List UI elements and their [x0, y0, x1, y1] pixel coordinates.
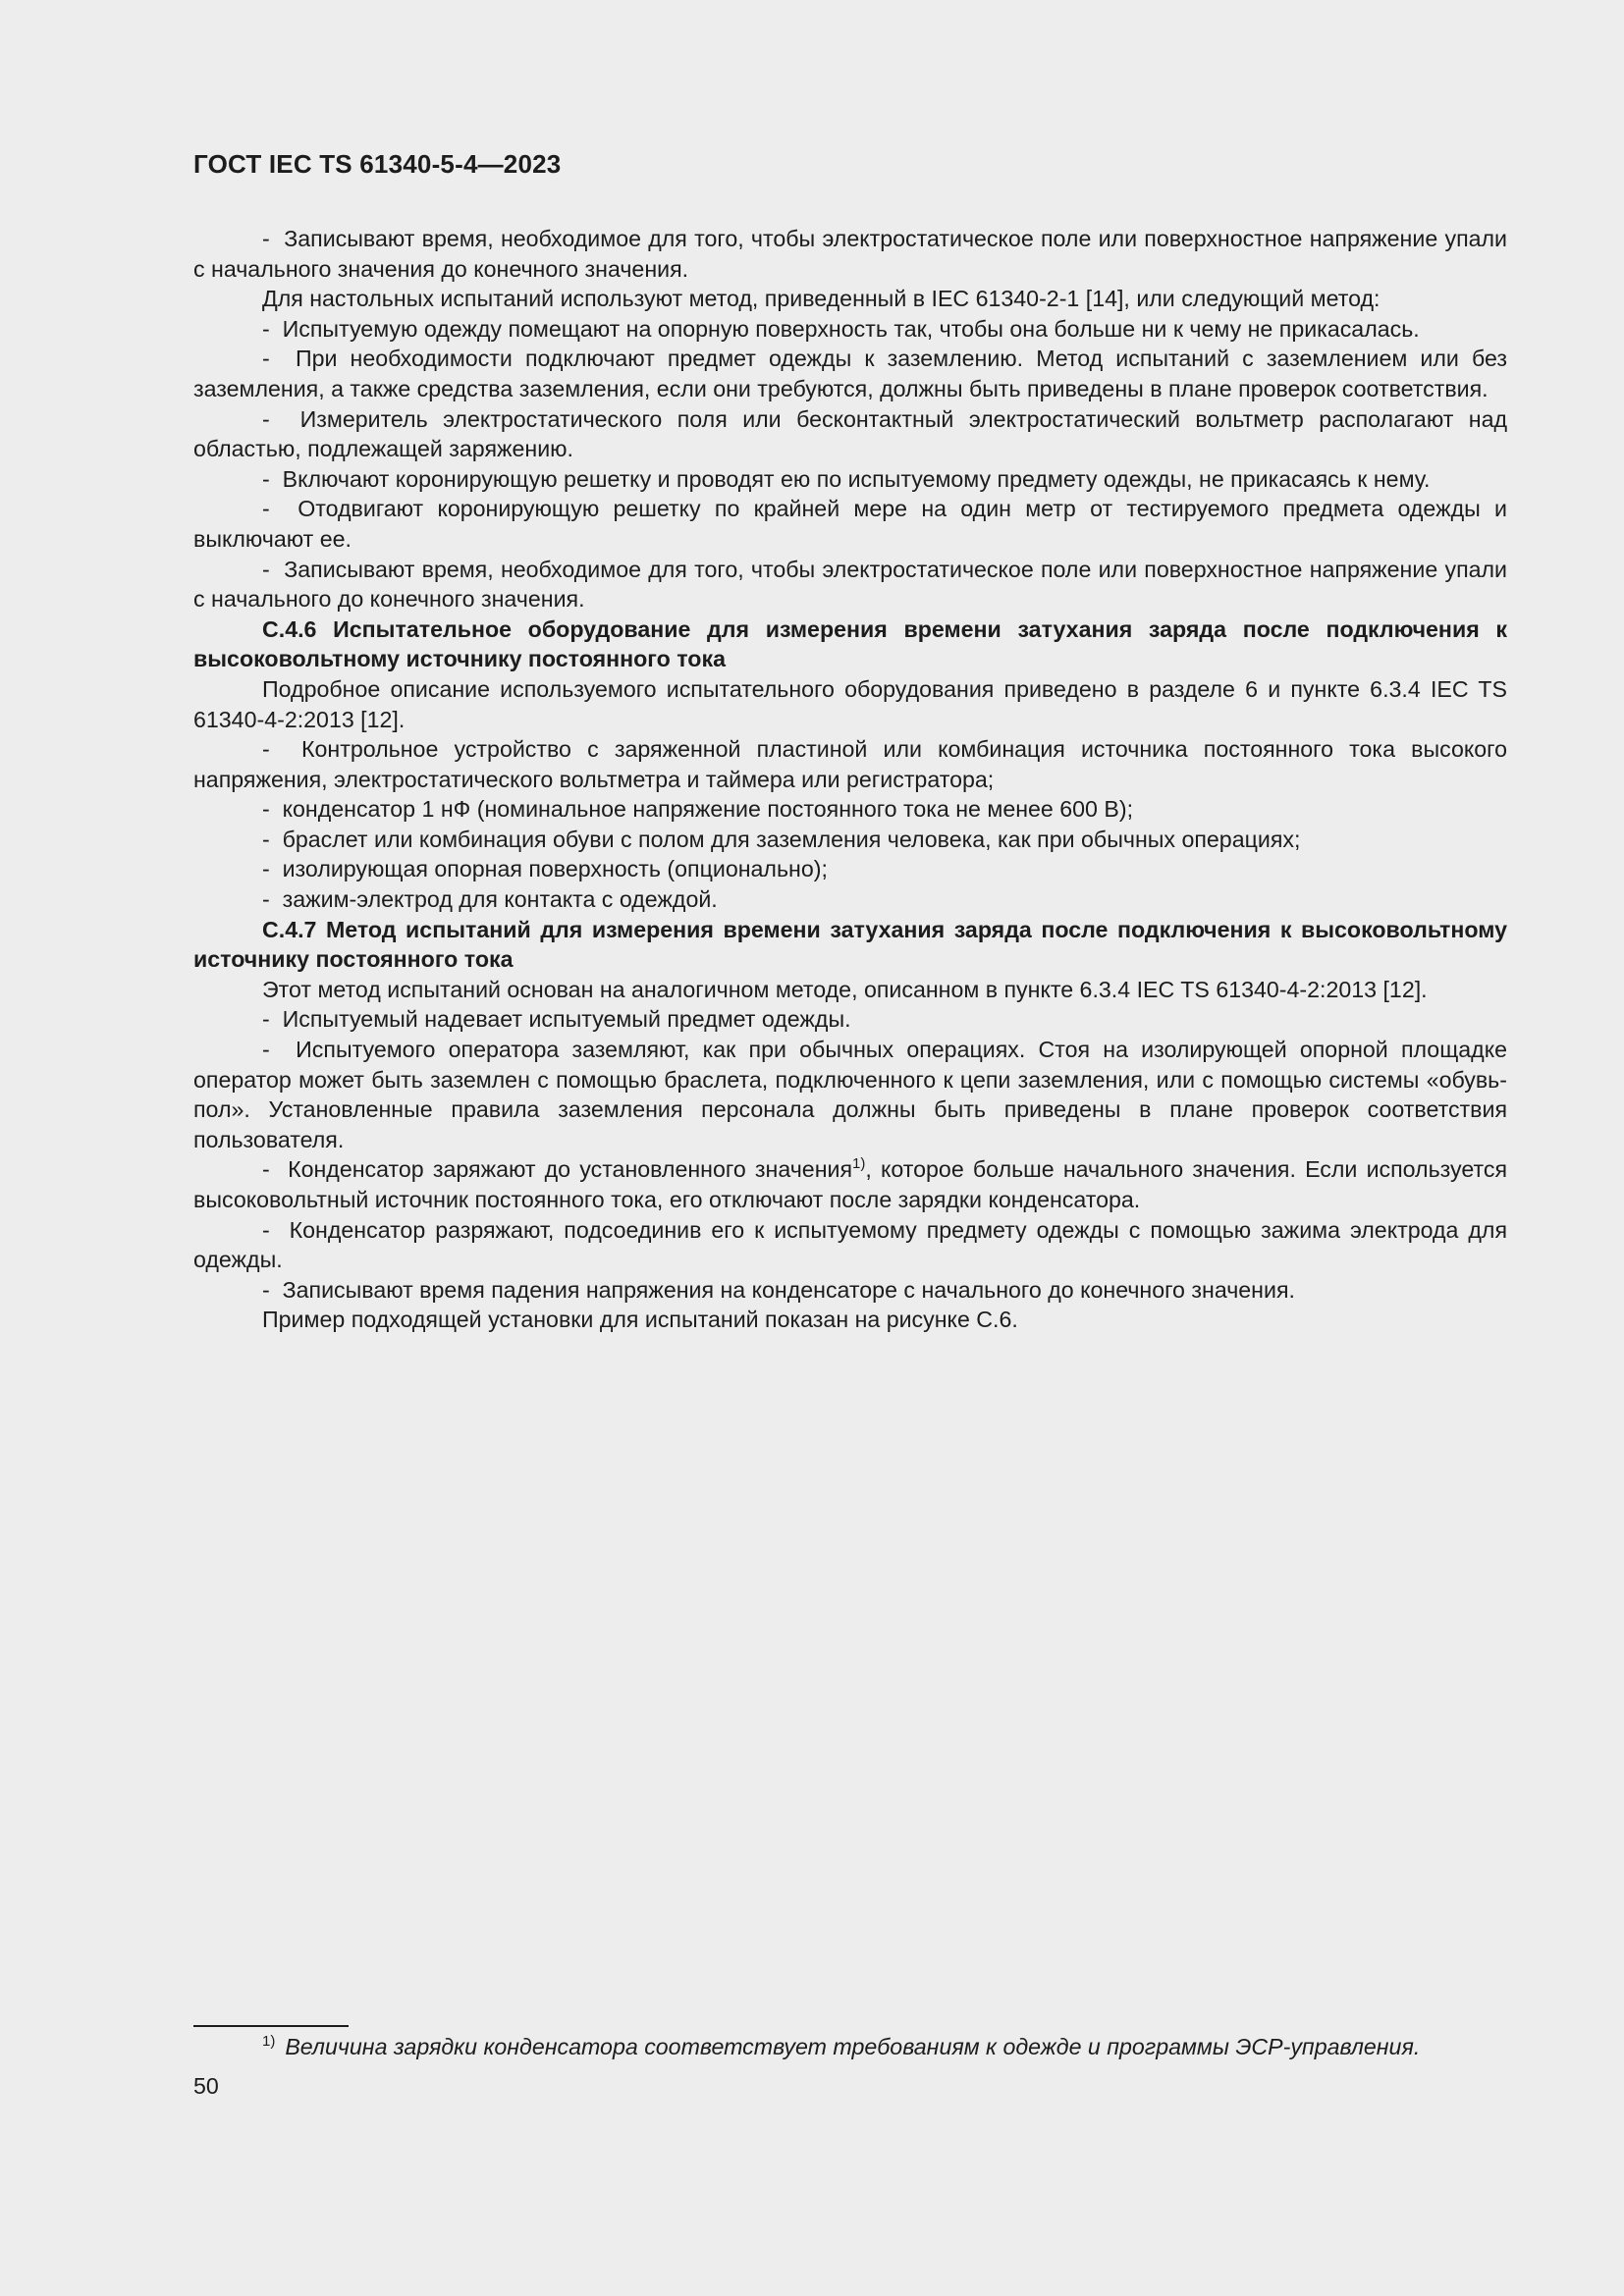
footnote — [193, 2032, 1507, 2061]
paragraph: Этот метод испытаний основан на аналогичном методе, описанном в пункте 6.3.4 IEC TS 61340-4-2:2013 [12]. — [262, 976, 1428, 1002]
list-item: - Испытуемый надевает испытуемый предмет одежды. — [193, 1004, 1507, 1035]
list-item: - браслет или комбинация обуви с полом для заземления человека, как при обычных операциях; — [193, 825, 1507, 855]
list-item: - Записывают время, необходимое для того, чтобы электростатическое поле или поверхностное напряжение упали с начального значения до конечного значения. — [193, 224, 1507, 284]
page-number: 50 — [193, 2073, 219, 2099]
list-item: - Включают коронирующую решетку и проводят ею по испытуемому предмету одежды, не прикасаясь к нему. — [193, 464, 1507, 495]
section-heading-c47: С.4.7 Метод испытаний для измерения времени затухания заряда после подключения к высоковольтному источнику постоянного тока — [193, 916, 1507, 973]
footnote-reference: 1) — [852, 1155, 866, 1173]
list-item: - зажим-электрод для контакта с одеждой. — [193, 884, 1507, 915]
list-item: - Отодвигают коронирующую решетку по крайней мере на один метр от тестируемого предмета одежды и выключают ее. — [193, 494, 1507, 554]
paragraph: Для настольных испытаний используют метод, приведенный в IEC 61340-2-1 [14], или следующий метод: — [262, 286, 1380, 312]
footnote-text: Величина зарядки конденсатора соответствует требованиям к одежде и программы ЭСР-управления. — [285, 2034, 1421, 2059]
body-text — [193, 224, 1507, 1335]
list-item: - Контрольное устройство с заряженной пластиной или комбинация источника постоянного тока высокого напряжения, электростатического вольтметра и таймера или регистратора; — [193, 734, 1507, 794]
list-item: - Конденсатор разряжают, подсоединив его к испытуемому предмету одежды с помощью зажима электрода для одежды. — [193, 1215, 1507, 1275]
text-run: , которое больше начального значения. Если используется высоковольтный источник постоянного тока, его отключают после зарядки конденсатора. — [193, 1156, 1508, 1212]
list-item: - конденсатор 1 нФ (номинальное напряжение постоянного тока не менее 600 В); — [193, 794, 1507, 825]
list-item-with-footnote — [193, 1154, 1507, 1214]
list-item: - Записывают время, необходимое для того, чтобы электростатическое поле или поверхностное напряжение упали с начального до конечного значения. — [193, 555, 1507, 614]
paragraph: Пример подходящей установки для испытаний показан на рисунке С.6. — [262, 1307, 1018, 1333]
paragraph: Подробное описание используемого испытательного оборудования приведено в разделе 6 и пункте 6.3.4 IEC TS 61340-4-2:2013 [12]. — [193, 675, 1507, 732]
list-item: - Записывают время падения напряжения на конденсаторе с начального до конечного значения. — [193, 1275, 1507, 1306]
list-item: - Испытуемого оператора заземляют, как при обычных операциях. Стоя на изолирующей опорной площадке оператор может быть заземлен с помощью браслета, подключенного к цепи заземления, или с помощью системы «обувь-пол». Установленные правила заземления персонала должны быть приведены в плане проверок соответствия пользователя. — [193, 1035, 1507, 1154]
list-item: - При необходимости подключают предмет одежды к заземлению. Метод испытаний с заземлением или без заземления, а также средства заземления, если они требуются, должны быть приведены в плане проверок соответствия. — [193, 344, 1507, 403]
section-heading-c46: С.4.6 Испытательное оборудование для измерения времени затухания заряда после подключения к высоковольтному источнику постоянного тока — [193, 615, 1507, 672]
text-run: Конденсатор заряжают до установленного значения — [288, 1156, 853, 1183]
document-header: ГОСТ IEC TS 61340-5-4—2023 — [193, 149, 562, 179]
list-item: - изолирующая опорная поверхность (опционально); — [193, 854, 1507, 884]
footnote-divider — [193, 2025, 349, 2027]
footnote-mark: 1) — [262, 2033, 276, 2050]
list-item: - Испытуемую одежду помещают на опорную поверхность так, чтобы она больше ни к чему не прикасалась. — [193, 314, 1507, 345]
list-item: - Измеритель электростатического поля или бесконтактный электростатический вольтметр располагают над областью, подлежащей заряжению. — [193, 404, 1507, 464]
